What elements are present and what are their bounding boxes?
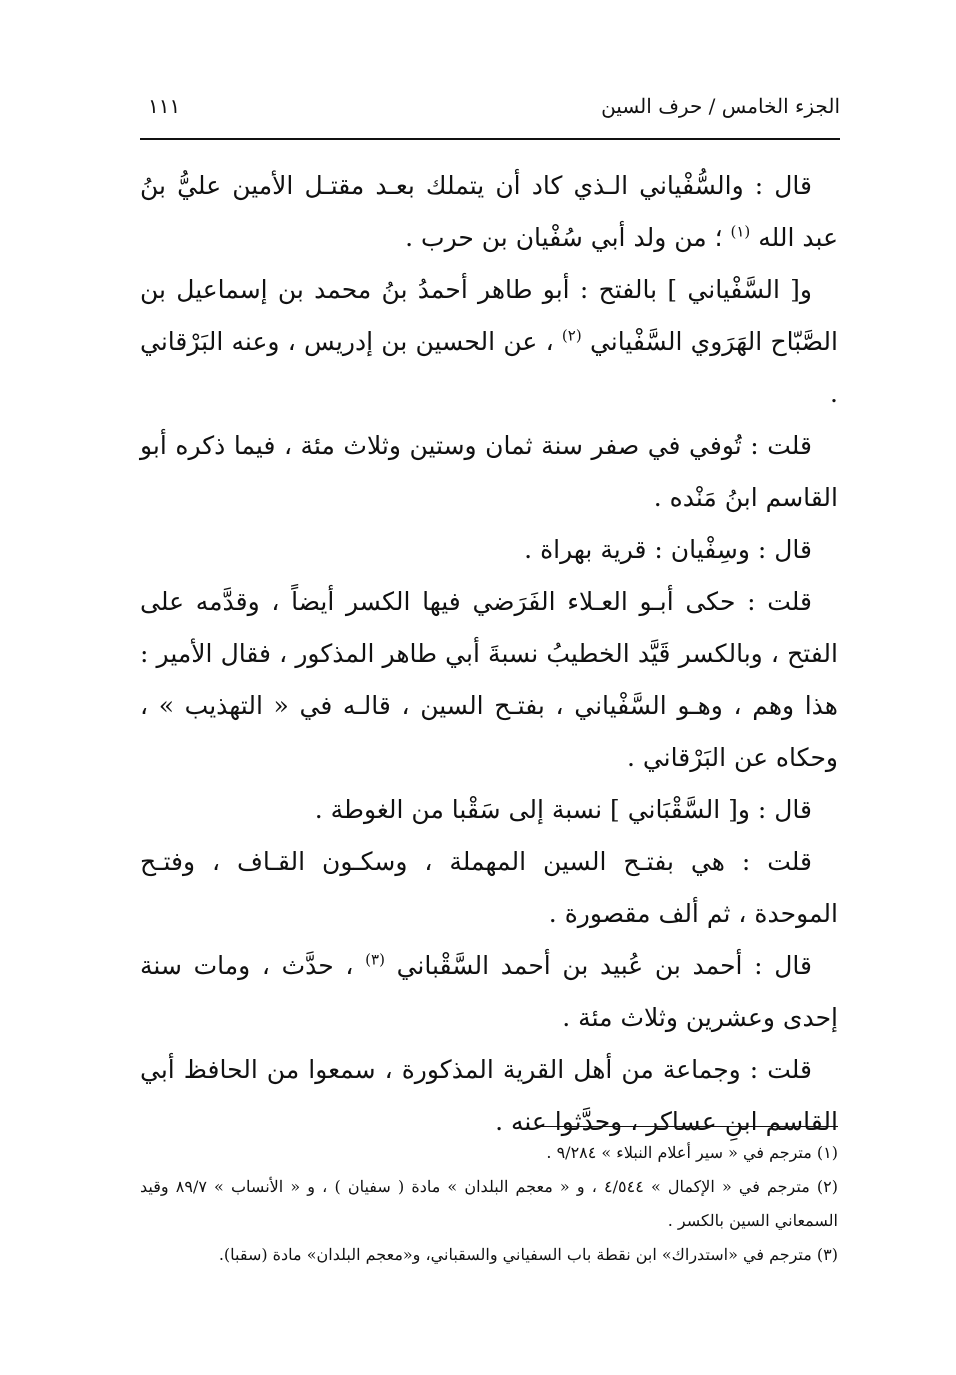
running-title: الجزء الخامس / حرف السين [601,94,840,118]
paragraph-text: قال : و[ السَّقْبَاني ] نسبة إلى سَقْبا من الغوطة . [314,795,812,824]
footnote-marker[interactable]: (٣) [365,950,385,969]
page-number: ١١١ [148,94,181,118]
paragraph [140,1044,838,1148]
footnotes [140,1136,838,1272]
paragraph [140,784,838,836]
paragraph-text: ، عن الحسين بن إدريس ، وعنه البَرْقاني . [140,327,838,408]
footnote: (١) مترجم في « سير أعلام النبلاء » ٩/٢٨٤ . [546,1143,838,1162]
page-header [140,88,840,128]
paragraph-text: قال : أحمد بن عُبيد بن أحمد السَّقْباني [384,951,812,980]
paragraph [140,160,838,264]
main-text [140,160,838,1148]
paragraph-text: قلت : تُوفي في صفر سنة ثمان وستين وثلاث مئة ، فيما ذكره أبو القاسم ابنُ مَنْده . [140,431,838,512]
footnote: (٣) مترجم في «استدراك» ابن نقطة باب السفياني والسقباني، و«معجم البلدان» مادة (سقبا). [218,1245,838,1264]
paragraph-text: قال : والسُّفْياني الـذي كاد أن يتملك بعـد مقتـل الأمين عليُّ بنُ عبد الله [140,171,838,252]
paragraph-text: قلت : حكى أبـو العـلاء الفَرَضي فيها الكسر أيضاً ، وقدَّمه على الفتح ، وبالكسر قَيَّد الخطيبُ نسبةَ أبي طاهر المذكور ، فقال الأمير : هذا وهم ، وهـو السَّفْياني ، بفتـح السين ، قالـه في « التهذيب » ، وحكاه عن البَرْقاني . [140,587,838,772]
paragraph [140,264,838,420]
footnote-rule [538,1126,838,1127]
footnote-marker[interactable]: (٢) [561,326,582,345]
paragraph-text: قلت : وجماعة من أهل القرية المذكورة ، سمعوا من الحافظ أبي القاسم ابنِ عساكر ، وحدَّثوا عنه . [140,1055,838,1136]
footnote-marker[interactable]: (١) [730,222,751,241]
paragraph [140,836,838,940]
paragraph [140,576,838,784]
paragraph [140,940,838,1044]
paragraph-text: ، حدَّث ، ومات سنة إحدى وعشرين وثلاث مئة . [140,951,838,1032]
footnote: (٢) مترجم في « الإكمال » ٤/٥٤٤ ، و « معجم البلدان » مادة ( سفيان ) ، و « الأنساب » ٨٩/٧ وقيد السمعاني السين بالكسر . [140,1177,839,1230]
paragraph-text: ؛ من ولد أبي سُفْيان بن حرب . [405,223,731,252]
paragraph [140,420,838,524]
paragraph-text: قلت : هي بفتـح السين المهملة ، وسكـون القـاف ، وفتـح الموحدة ، ثم ألف مقصورة . [140,847,838,928]
paragraph-text: و[ السَّفْياني ] بالفتح : أبو طاهر أحمدُ بنُ محمد بن إسماعيل بن الصَّبّاح الهَرَوي السَّفْياني [140,275,838,356]
paragraph-text: قال : وسِفْيان : قرية بهراة . [524,535,812,564]
paragraph [140,524,838,576]
header-rule [140,138,840,140]
